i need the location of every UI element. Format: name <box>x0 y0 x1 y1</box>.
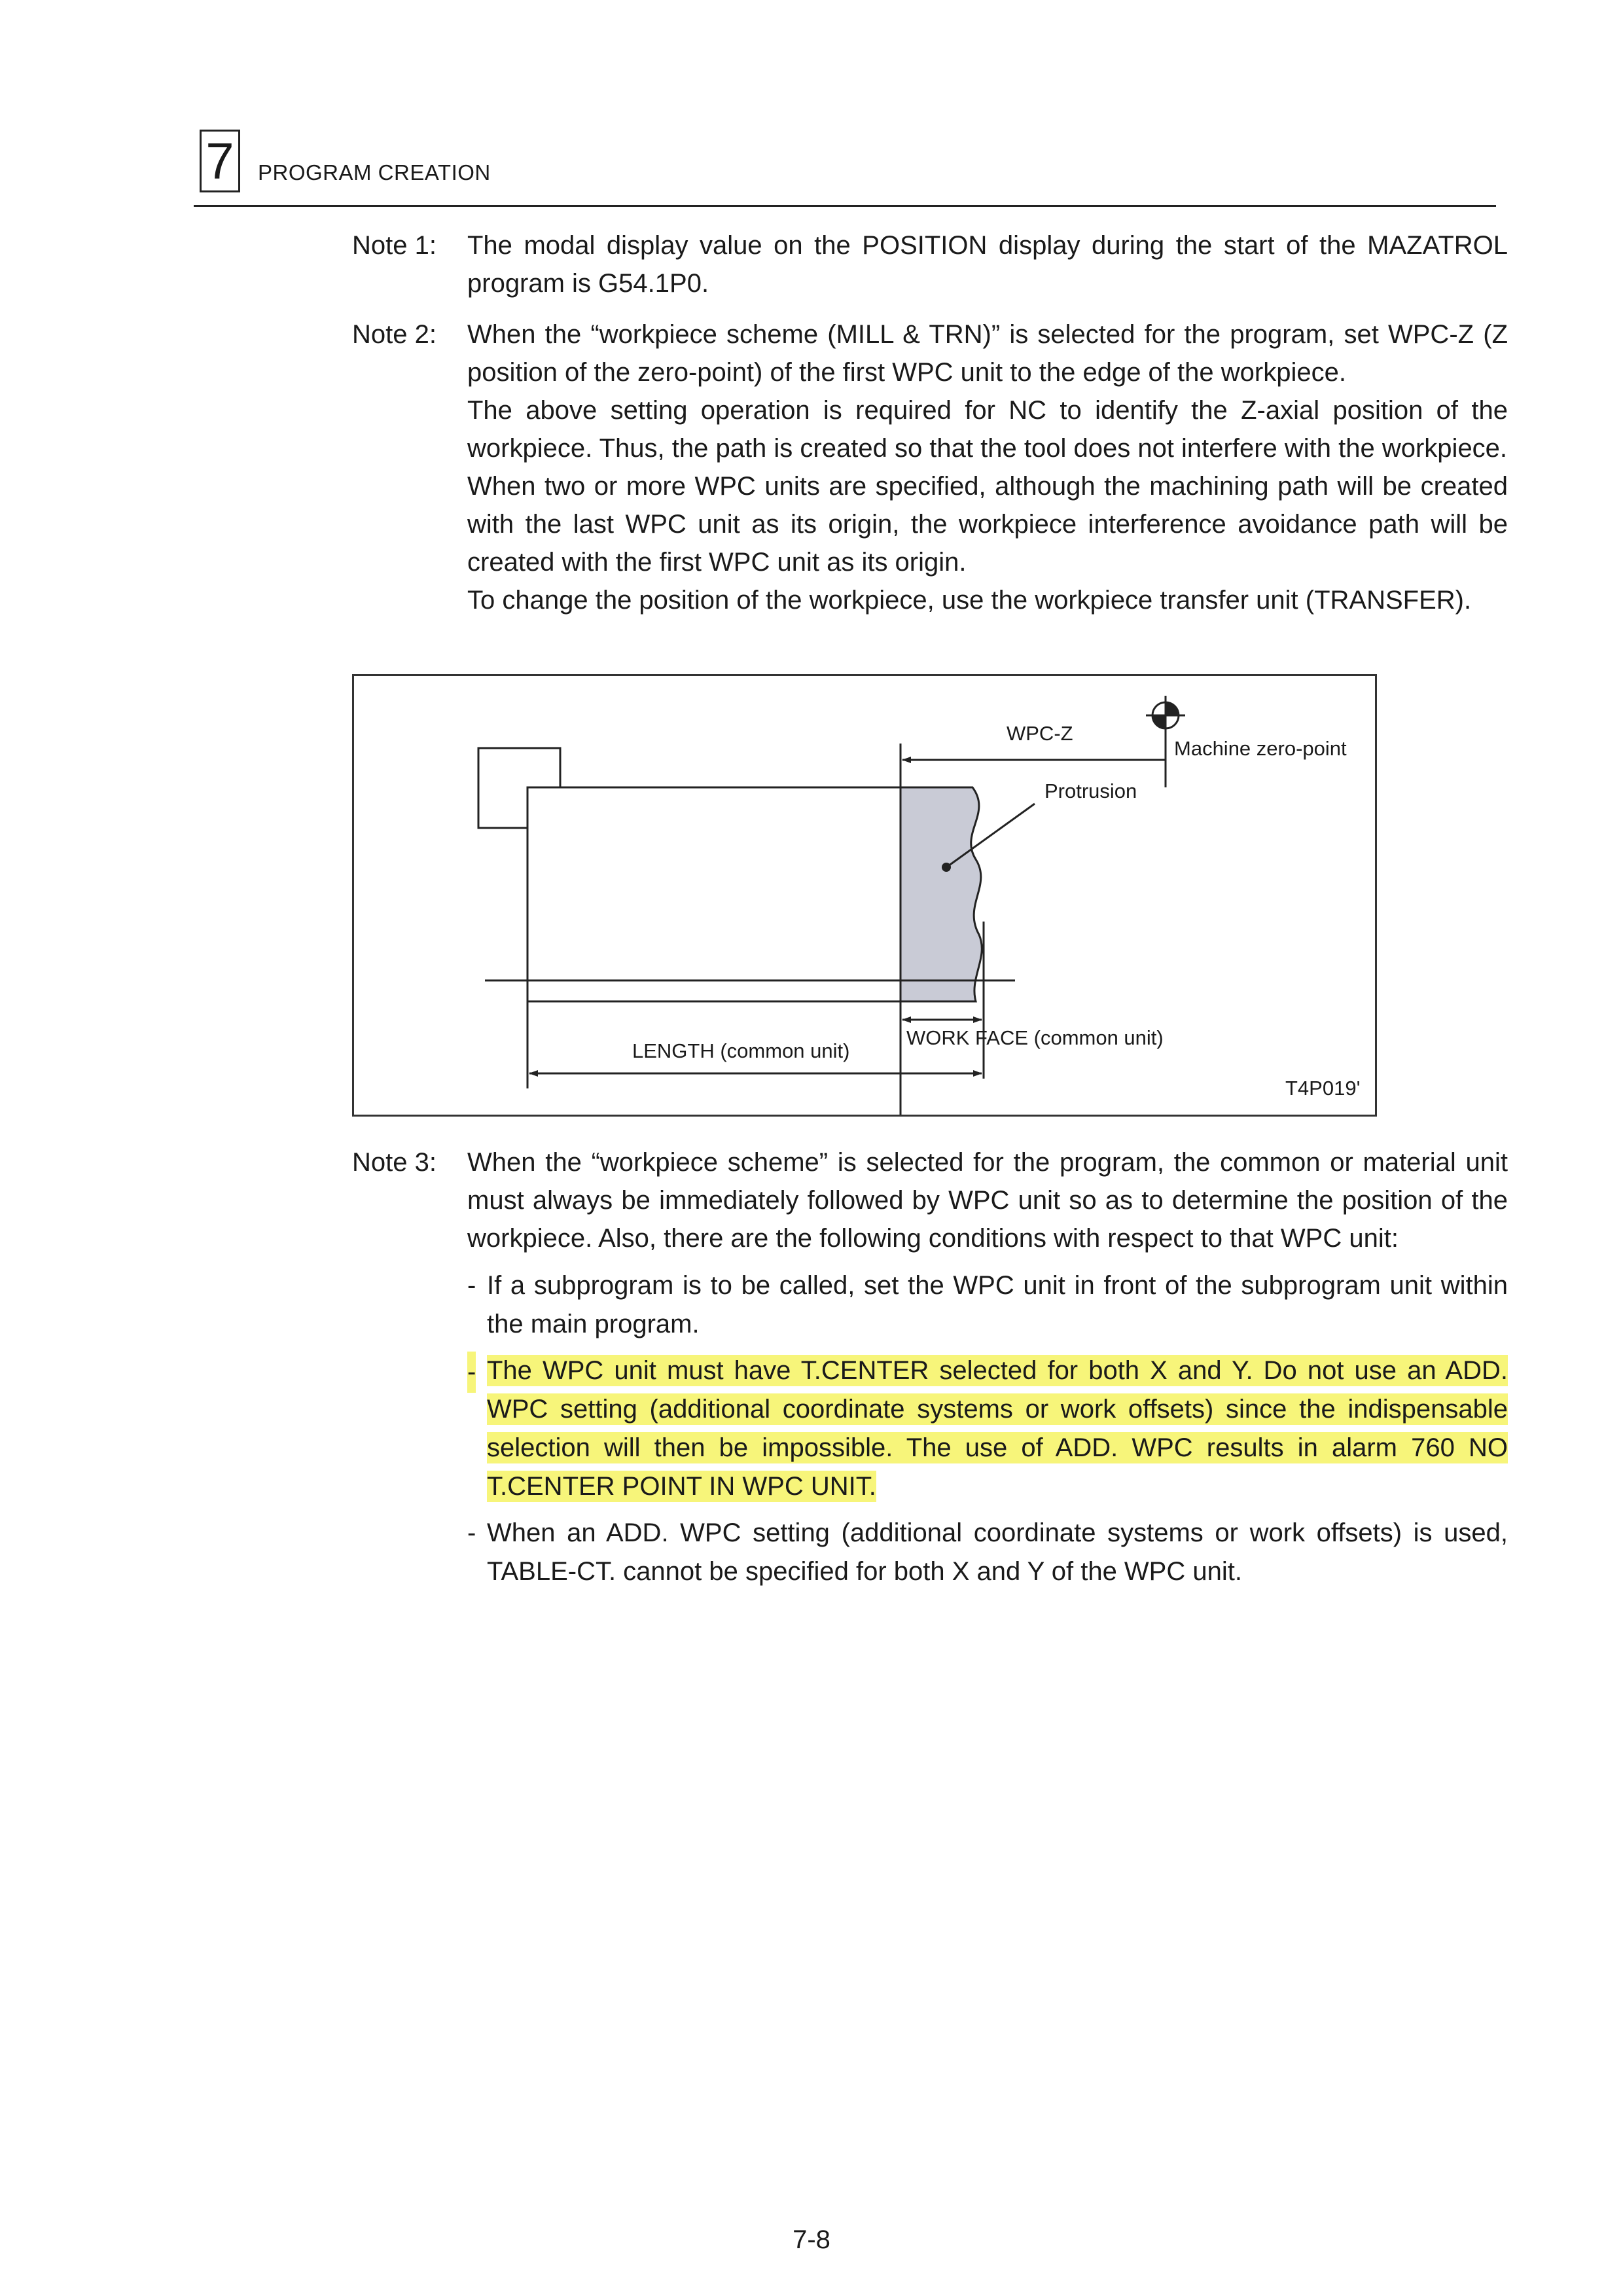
note-1-paragraph: The modal display value on the POSITION display during the start of the MAZATROL program is G54.1P0. <box>467 231 1508 298</box>
protrusion-dot <box>942 863 951 872</box>
chapter-title: PROGRAM CREATION <box>258 160 491 185</box>
note-3-paragraph: When the “workpiece scheme” is selected for the program, the common or material unit must always be immediately followed by WPC unit so as to determine the position of the workpiece. Also, there are the following conditions with respect to that WPC unit: <box>467 1148 1508 1253</box>
note-2-paragraph-2: The above setting operation is required for NC to identify the Z-axial position of the workpiece. Thus, the path is created so that the tool does not interfere with the workpiece. <box>467 396 1508 463</box>
note-1-body <box>467 226 1508 302</box>
work-face-label: WORK FACE (common unit) <box>906 1026 1164 1049</box>
bullet-dash: - <box>467 1518 476 1547</box>
bullet-dash: - <box>467 1352 476 1393</box>
list-item-highlighted <box>467 1352 1508 1506</box>
wpc-z-label: WPC-Z <box>1007 722 1073 745</box>
note-1-label: Note 1: <box>352 231 437 260</box>
figure-id-label: T4P019' <box>1285 1077 1361 1100</box>
page-number: 7-8 <box>793 2225 830 2254</box>
bullet-text: When an ADD. WPC setting (additional coordinate systems or work offsets) is used, TABLE-CT. cannot be specified for both X and Y of the WPC unit. <box>487 1518 1508 1586</box>
note-2-paragraph-1: When the “workpiece scheme (MILL & TRN)” is selected for the program, set WPC-Z (Z position of the zero-point) of the first WPC unit to the edge of the workpiece. <box>467 320 1508 387</box>
bullet-dash: - <box>467 1271 476 1300</box>
note-2-paragraph-3: When two or more WPC units are specified, although the machining path will be created with the last WPC unit as its origin, the workpiece interference avoidance path will be created with the first WPC unit as its origin. <box>467 472 1508 577</box>
note-3-label: Note 3: <box>352 1148 437 1177</box>
note-3-bullet-list <box>467 1266 1508 1599</box>
length-label: LENGTH (common unit) <box>632 1039 850 1062</box>
chapter-number-box: 7 <box>200 130 240 192</box>
list-item <box>467 1514 1508 1591</box>
note-2-label: Note 2: <box>352 320 437 349</box>
machine-zero-point-label: Machine zero-point <box>1174 737 1347 760</box>
bullet-text: If a subprogram is to be called, set the WPC unit in front of the subprogram unit within the main program. <box>487 1271 1508 1338</box>
header-rule <box>194 205 1496 207</box>
workpiece-diagram <box>352 674 1377 1117</box>
note-3-body <box>467 1143 1508 1257</box>
protrusion-area <box>901 787 982 1001</box>
protrusion-label: Protrusion <box>1044 780 1137 802</box>
list-item <box>467 1266 1508 1344</box>
highlighted-bullet-text: The WPC unit must have T.CENTER selected for both X and Y. Do not use an ADD. WPC setting (additional coordinate systems or work offsets) since the indispensable selection will then be impossible. The use of ADD. WPC results in alarm 760 NO T.CENTER POINT IN WPC UNIT. <box>487 1356 1508 1501</box>
note-2-paragraph-4: To change the position of the workpiece, use the workpiece transfer unit (TRANSFER). <box>467 586 1472 615</box>
workpiece-body <box>527 787 901 1001</box>
note-2-body <box>467 315 1508 619</box>
